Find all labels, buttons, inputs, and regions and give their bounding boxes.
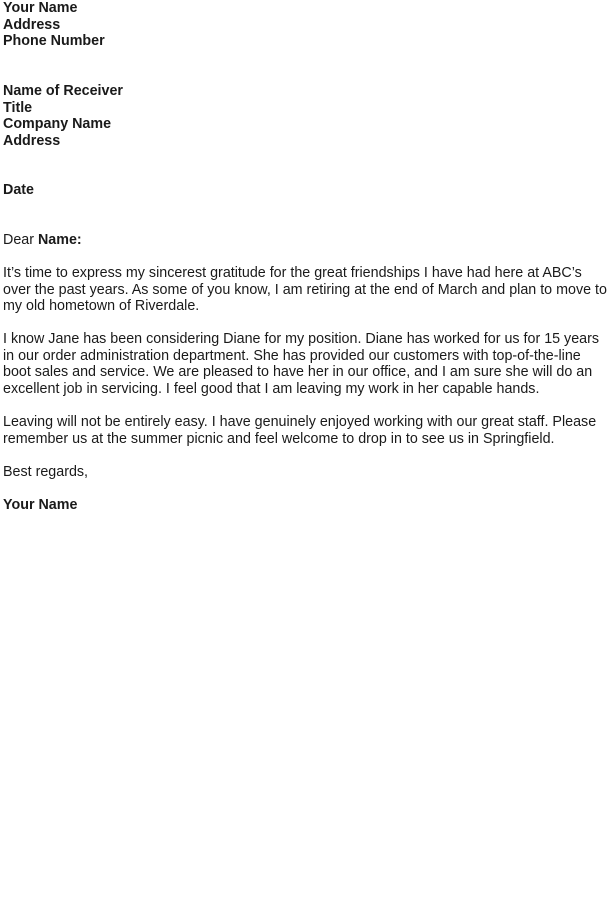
signature-name: Your Name — [3, 497, 78, 513]
sender-name: Your Name — [3, 0, 78, 16]
paragraph-line: I know Jane has been considering Diane for my position. Diane has worked for us for 15 years — [3, 331, 600, 347]
paragraph-line: boot sales and service. We are pleased to have her in our office, and I am sure she will do an — [3, 364, 593, 381]
receiver-block — [3, 83, 615, 149]
paragraph-line: in our order administration department. She has provided our customers with top-of-the-line — [3, 347, 581, 364]
paragraph-line: excellent job in servicing. I feel good that I am leaving my work in her capable hands. — [3, 380, 540, 397]
paragraph-line: my old hometown of Riverdale. — [3, 298, 200, 315]
salutation — [3, 232, 615, 249]
salutation-line — [3, 232, 615, 249]
signature — [3, 497, 615, 514]
closing — [3, 464, 615, 481]
sender-block — [3, 0, 615, 50]
letter-date: Date — [3, 182, 34, 198]
salutation-name: Name: — [37, 232, 82, 248]
paragraph-line: remember us at the summer picnic and feel welcome to drop in to see us in Springfield. — [3, 430, 555, 447]
paragraph-line: Leaving will not be entirely easy. I have genuinely enjoyed working with our great staff. Please — [3, 414, 597, 430]
receiver-address: Address — [3, 132, 61, 149]
receiver-title: Title — [3, 99, 33, 116]
paragraph-line: It’s time to express my sincerest gratitude for the great friendships I have had here at ABC’s — [3, 265, 582, 281]
date-line — [3, 182, 615, 199]
body-paragraph-2 — [3, 331, 615, 397]
closing-text: Best regards, — [3, 464, 89, 480]
body-paragraph-3 — [3, 414, 615, 447]
paragraph-line: over the past years. As some of you know, I am retiring at the end of March and plan to move to — [3, 281, 607, 298]
receiver-name: Name of Receiver — [3, 83, 123, 99]
salutation-greeting: Dear — [3, 232, 38, 248]
receiver-company: Company Name — [3, 116, 112, 133]
sender-address: Address — [3, 16, 61, 33]
sender-phone: Phone Number — [3, 33, 105, 50]
body-paragraph-1 — [3, 265, 615, 315]
